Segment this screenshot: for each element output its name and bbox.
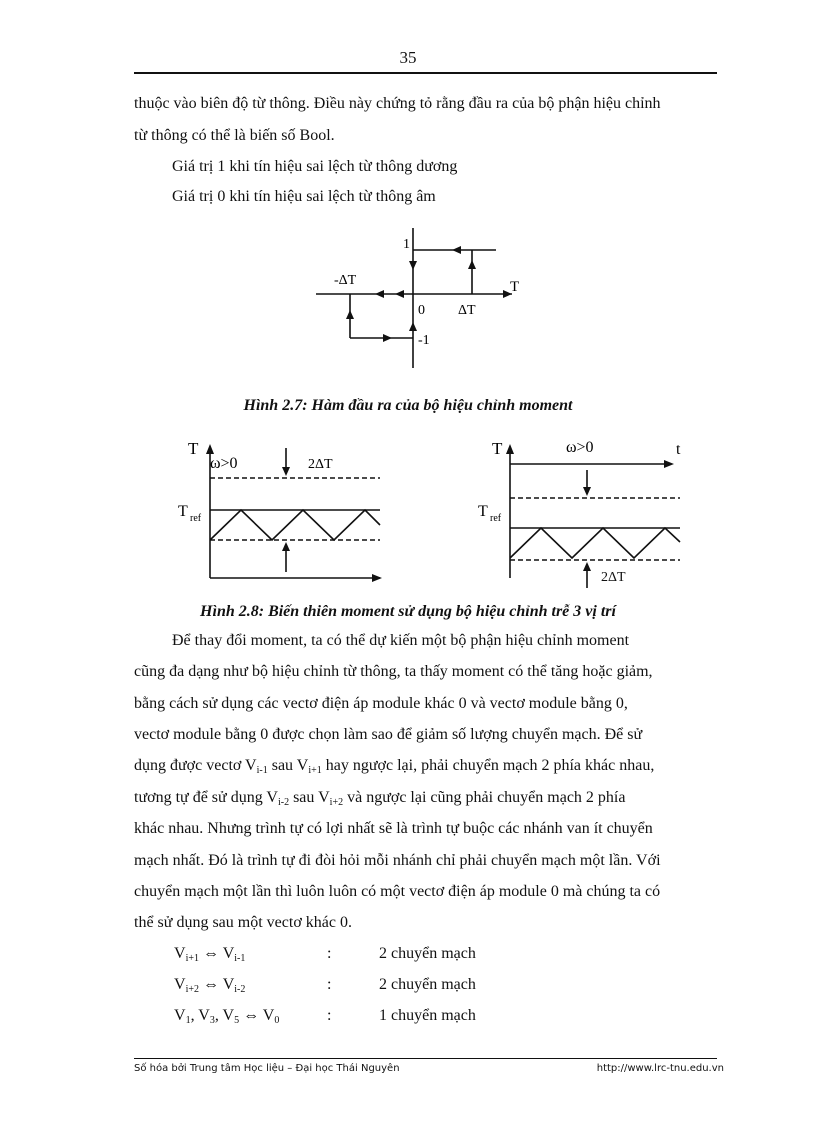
- label-dt: ΔT: [458, 303, 476, 318]
- switch-row-3-colon: :: [327, 1007, 332, 1024]
- left-band-label: 2ΔT: [308, 457, 333, 472]
- label-one: 1: [403, 237, 410, 252]
- switch-row-3-left: $V_1$, $V_3$, $V_5$ ⇔ $V_0$: [174, 1007, 280, 1026]
- axis-down-arrow: [409, 261, 417, 270]
- figure-2-7-caption: Hình 2.7: Hàm đầu ra của bộ hiệu chỉnh moment: [243, 397, 573, 414]
- footer-rule: [134, 1058, 717, 1059]
- value-one-line: Giá trị 1 khi tín hiệu sai lệch từ thông dương: [172, 158, 458, 175]
- figure-2-8-right: [470, 430, 700, 590]
- right-down-head: [583, 487, 591, 496]
- right-torque-waveform: [510, 528, 680, 558]
- switch-row-2-colon: :: [327, 976, 332, 993]
- label-zero: 0: [418, 303, 425, 318]
- body-line-7: khác nhau. Nhưng trình tự có lợi nhất sẽ là trình tự buộc các nhánh van ít chuyển: [134, 820, 653, 837]
- page-number: 35: [399, 48, 417, 67]
- left-tref-main: T: [178, 503, 188, 520]
- body-line-10: thể sử dụng sau một vectơ khác 0.: [134, 914, 352, 931]
- left-up-arrow: [346, 310, 354, 319]
- right-tref-sub: ref: [490, 513, 502, 524]
- body-line-6: tương tự để sử dụng $V_{i-2}$ sau $V_{i+2}$ và ngược lại cũng phải chuyển mạch 2 phía: [134, 789, 626, 808]
- body-line-4: vectơ module bằng 0 được chọn làm sao để giảm số lượng chuyển mạch. Để sử: [134, 726, 643, 743]
- figure-2-8-caption: Hình 2.8: Biến thiên moment sử dụng bộ hiệu chỉnh trễ 3 vị trí: [200, 603, 616, 620]
- figure-2-7-hysteresis: [300, 218, 540, 378]
- right-t-arrow: [664, 460, 674, 468]
- upper-arrow: [452, 246, 461, 254]
- right-up-head: [583, 562, 591, 571]
- figure-2-8-left: [170, 430, 400, 590]
- axis-up-arrow: [409, 322, 417, 331]
- right-up-arrow: [468, 260, 476, 269]
- body-line-1: Để thay đổi moment, ta có thể dự kiến một bộ phận hiệu chỉnh moment: [172, 632, 630, 649]
- right-y-arrow: [506, 444, 514, 454]
- body-line-3: bằng cách sử dụng các vectơ điện áp module khác 0 và vectơ module bằng 0,: [134, 695, 628, 712]
- right-tref-main: T: [478, 503, 488, 520]
- switch-row-1-left: $V_{i+1}$ ⇔ $V_{i-1}$: [174, 945, 246, 964]
- switch-row-2-left: $V_{i+2}$ ⇔ $V_{i-2}$: [174, 976, 246, 995]
- axis-left-arrow-2: [375, 290, 384, 298]
- body-line-9: chuyển mạch một lần thì luôn luôn có một vectơ điện áp module 0 mà chúng ta có: [134, 883, 661, 900]
- left-x-arrow: [372, 574, 382, 582]
- left-axis-t: T: [188, 439, 199, 458]
- label-t-axis: T: [510, 279, 520, 295]
- left-torque-waveform: [210, 510, 380, 540]
- switch-row-1-colon: :: [327, 945, 332, 962]
- intro-line-1: thuộc vào biên độ từ thông. Điều này chứng tỏ rằng đầu ra của bộ phận hiệu chỉnh: [134, 95, 661, 112]
- left-tref-sub: ref: [190, 513, 202, 524]
- right-axis-t: T: [492, 439, 503, 458]
- right-band-label: 2ΔT: [601, 570, 626, 585]
- header-rule: [134, 72, 717, 74]
- left-y-arrow: [206, 444, 214, 454]
- footer-url-link[interactable]: http://www.lrc-tnu.edu.vn: [596, 1063, 724, 1074]
- left-omega: ω>0: [210, 455, 238, 472]
- value-zero-line: Giá trị 0 khi tín hiệu sai lệch từ thông âm: [172, 188, 436, 205]
- switch-row-1-result: 2 chuyển mạch: [379, 945, 476, 962]
- left-up-head: [282, 542, 290, 551]
- body-line-5: dụng được vectơ $V_{i-1}$ sau $V_{i+1}$ hay ngược lại, phải chuyển mạch 2 phía khác nhau,: [134, 757, 655, 776]
- left-down-head: [282, 467, 290, 476]
- right-omega: ω>0: [566, 439, 594, 456]
- lower-right-arrow: [383, 334, 392, 342]
- body-line-2: cũng đa dạng như bộ hiệu chỉnh từ thông, ta thấy moment có thể tăng hoặc giảm,: [134, 663, 653, 680]
- switch-row-3-result: 1 chuyển mạch: [379, 1007, 476, 1024]
- axis-left-arrow-1: [395, 290, 404, 298]
- body-line-8: mạch nhất. Đó là trình tự đi đòi hỏi mỗi nhánh chỉ phải chuyển mạch một lần. Với: [134, 852, 661, 869]
- label-minus-dt: -ΔT: [334, 273, 357, 288]
- switch-row-2-result: 2 chuyển mạch: [379, 976, 476, 993]
- right-time-label: t: [676, 441, 681, 458]
- label-minus-one: -1: [418, 333, 430, 348]
- footer-source: Số hóa bởi Trung tâm Học liệu – Đại học Thái Nguyên: [134, 1063, 400, 1074]
- intro-line-2: từ thông có thể là biến số Bool.: [134, 127, 335, 144]
